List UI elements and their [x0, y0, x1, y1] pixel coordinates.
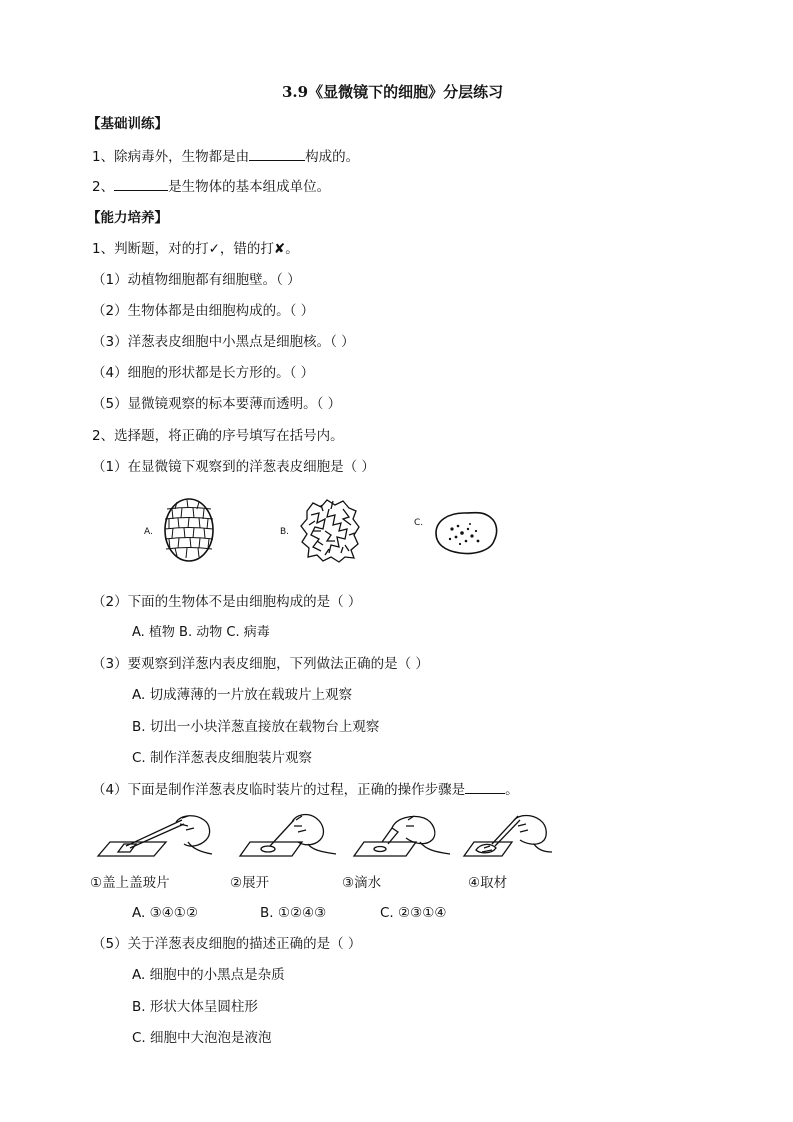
answer-blank[interactable]	[114, 178, 168, 191]
judgement-item: （1）动植物细胞都有细胞壁。（ ）	[92, 272, 301, 288]
question-1-basic	[92, 148, 359, 165]
choice-question-3-option-c: C. 制作洋葱表皮细胞装片观察	[132, 750, 313, 766]
step-illustration-spread	[238, 812, 338, 860]
judgement-item: （2）生物体都是由细胞构成的。（ ）	[92, 303, 315, 319]
section-heading-basic: 【基础训练】	[87, 116, 168, 132]
question-text: 1、除病毒外，生物都是由	[92, 149, 250, 165]
choice-question-4-option-a: A. ③④①②	[132, 905, 198, 921]
section-heading-ability: 【能力培养】	[87, 210, 168, 226]
step-label-3: ③滴水	[342, 875, 382, 891]
choice-question-2-options: A. 植物 B. 动物 C. 病毒	[132, 625, 270, 640]
step-illustration-drip-water	[352, 812, 452, 860]
choice-question-5-option-c: C. 细胞中大泡泡是液泡	[132, 1030, 272, 1046]
figure-label-c: C.	[414, 518, 424, 528]
choice-question-4-option-c: C. ②③①④	[380, 905, 447, 921]
judgement-item: （3）洋葱表皮细胞中小黑点是细胞核。（ ）	[92, 334, 355, 350]
choice-question-3-option-a: A. 切成薄薄的一片放在载玻片上观察	[132, 687, 353, 703]
question-text: 是生物体的基本组成单位。	[168, 179, 331, 195]
question-text: 构成的。	[305, 149, 360, 165]
figure-label-a: A.	[144, 527, 153, 537]
page-title: 3.9《显微镜下的细胞》分层练习	[282, 83, 504, 101]
judgement-question-intro: 1、判断题，对的打✓，错的打✘。	[92, 241, 299, 257]
answer-blank[interactable]	[249, 148, 305, 161]
question-2-basic	[92, 178, 330, 195]
question-text: 。	[505, 782, 519, 798]
choice-question-3-option-b: B. 切出一小块洋葱直接放在载物台上观察	[132, 719, 380, 735]
step-label-4: ④取材	[468, 875, 508, 891]
choice-question-5-option-a: A. 细胞中的小黑点是杂质	[132, 967, 285, 983]
step-illustration-take-material	[462, 812, 552, 860]
choice-question-5-stem: （5）关于洋葱表皮细胞的描述正确的是（ ）	[92, 936, 362, 952]
judgement-item: （4）细胞的形状都是长方形的。（ ）	[92, 365, 315, 381]
step-label-1: ①盖上盖玻片	[90, 875, 170, 891]
step-label-2: ②展开	[230, 875, 270, 891]
cell-figure-a	[163, 497, 215, 563]
question-text: （4）下面是制作洋葱表皮临时装片的过程，正确的操作步骤是	[92, 782, 466, 798]
answer-blank[interactable]	[465, 781, 505, 794]
choice-question-4-option-b: B. ①②④③	[260, 905, 327, 921]
choice-question-2-stem: （2）下面的生物体不是由细胞构成的是（ ）	[92, 594, 362, 610]
choice-question-1-stem: （1）在显微镜下观察到的洋葱表皮细胞是（ ）	[92, 459, 375, 475]
choice-question-5-option-b: B. 形状大体呈圆柱形	[132, 999, 258, 1015]
choice-question-4-stem	[92, 781, 519, 798]
choice-question-3-stem: （3）要观察到洋葱内表皮细胞，下列做法正确的是（ ）	[92, 656, 429, 672]
cell-figure-c	[432, 509, 500, 557]
judgement-item: （5）显微镜观察的标本要薄而透明。（ ）	[92, 396, 342, 412]
question-text: 2、	[92, 179, 115, 195]
step-illustration-cover-slip	[96, 812, 214, 860]
figure-label-b: B.	[280, 527, 290, 537]
choice-question-intro: 2、选择题，将正确的序号填写在括号内。	[92, 428, 344, 444]
cell-figure-b	[299, 497, 361, 563]
